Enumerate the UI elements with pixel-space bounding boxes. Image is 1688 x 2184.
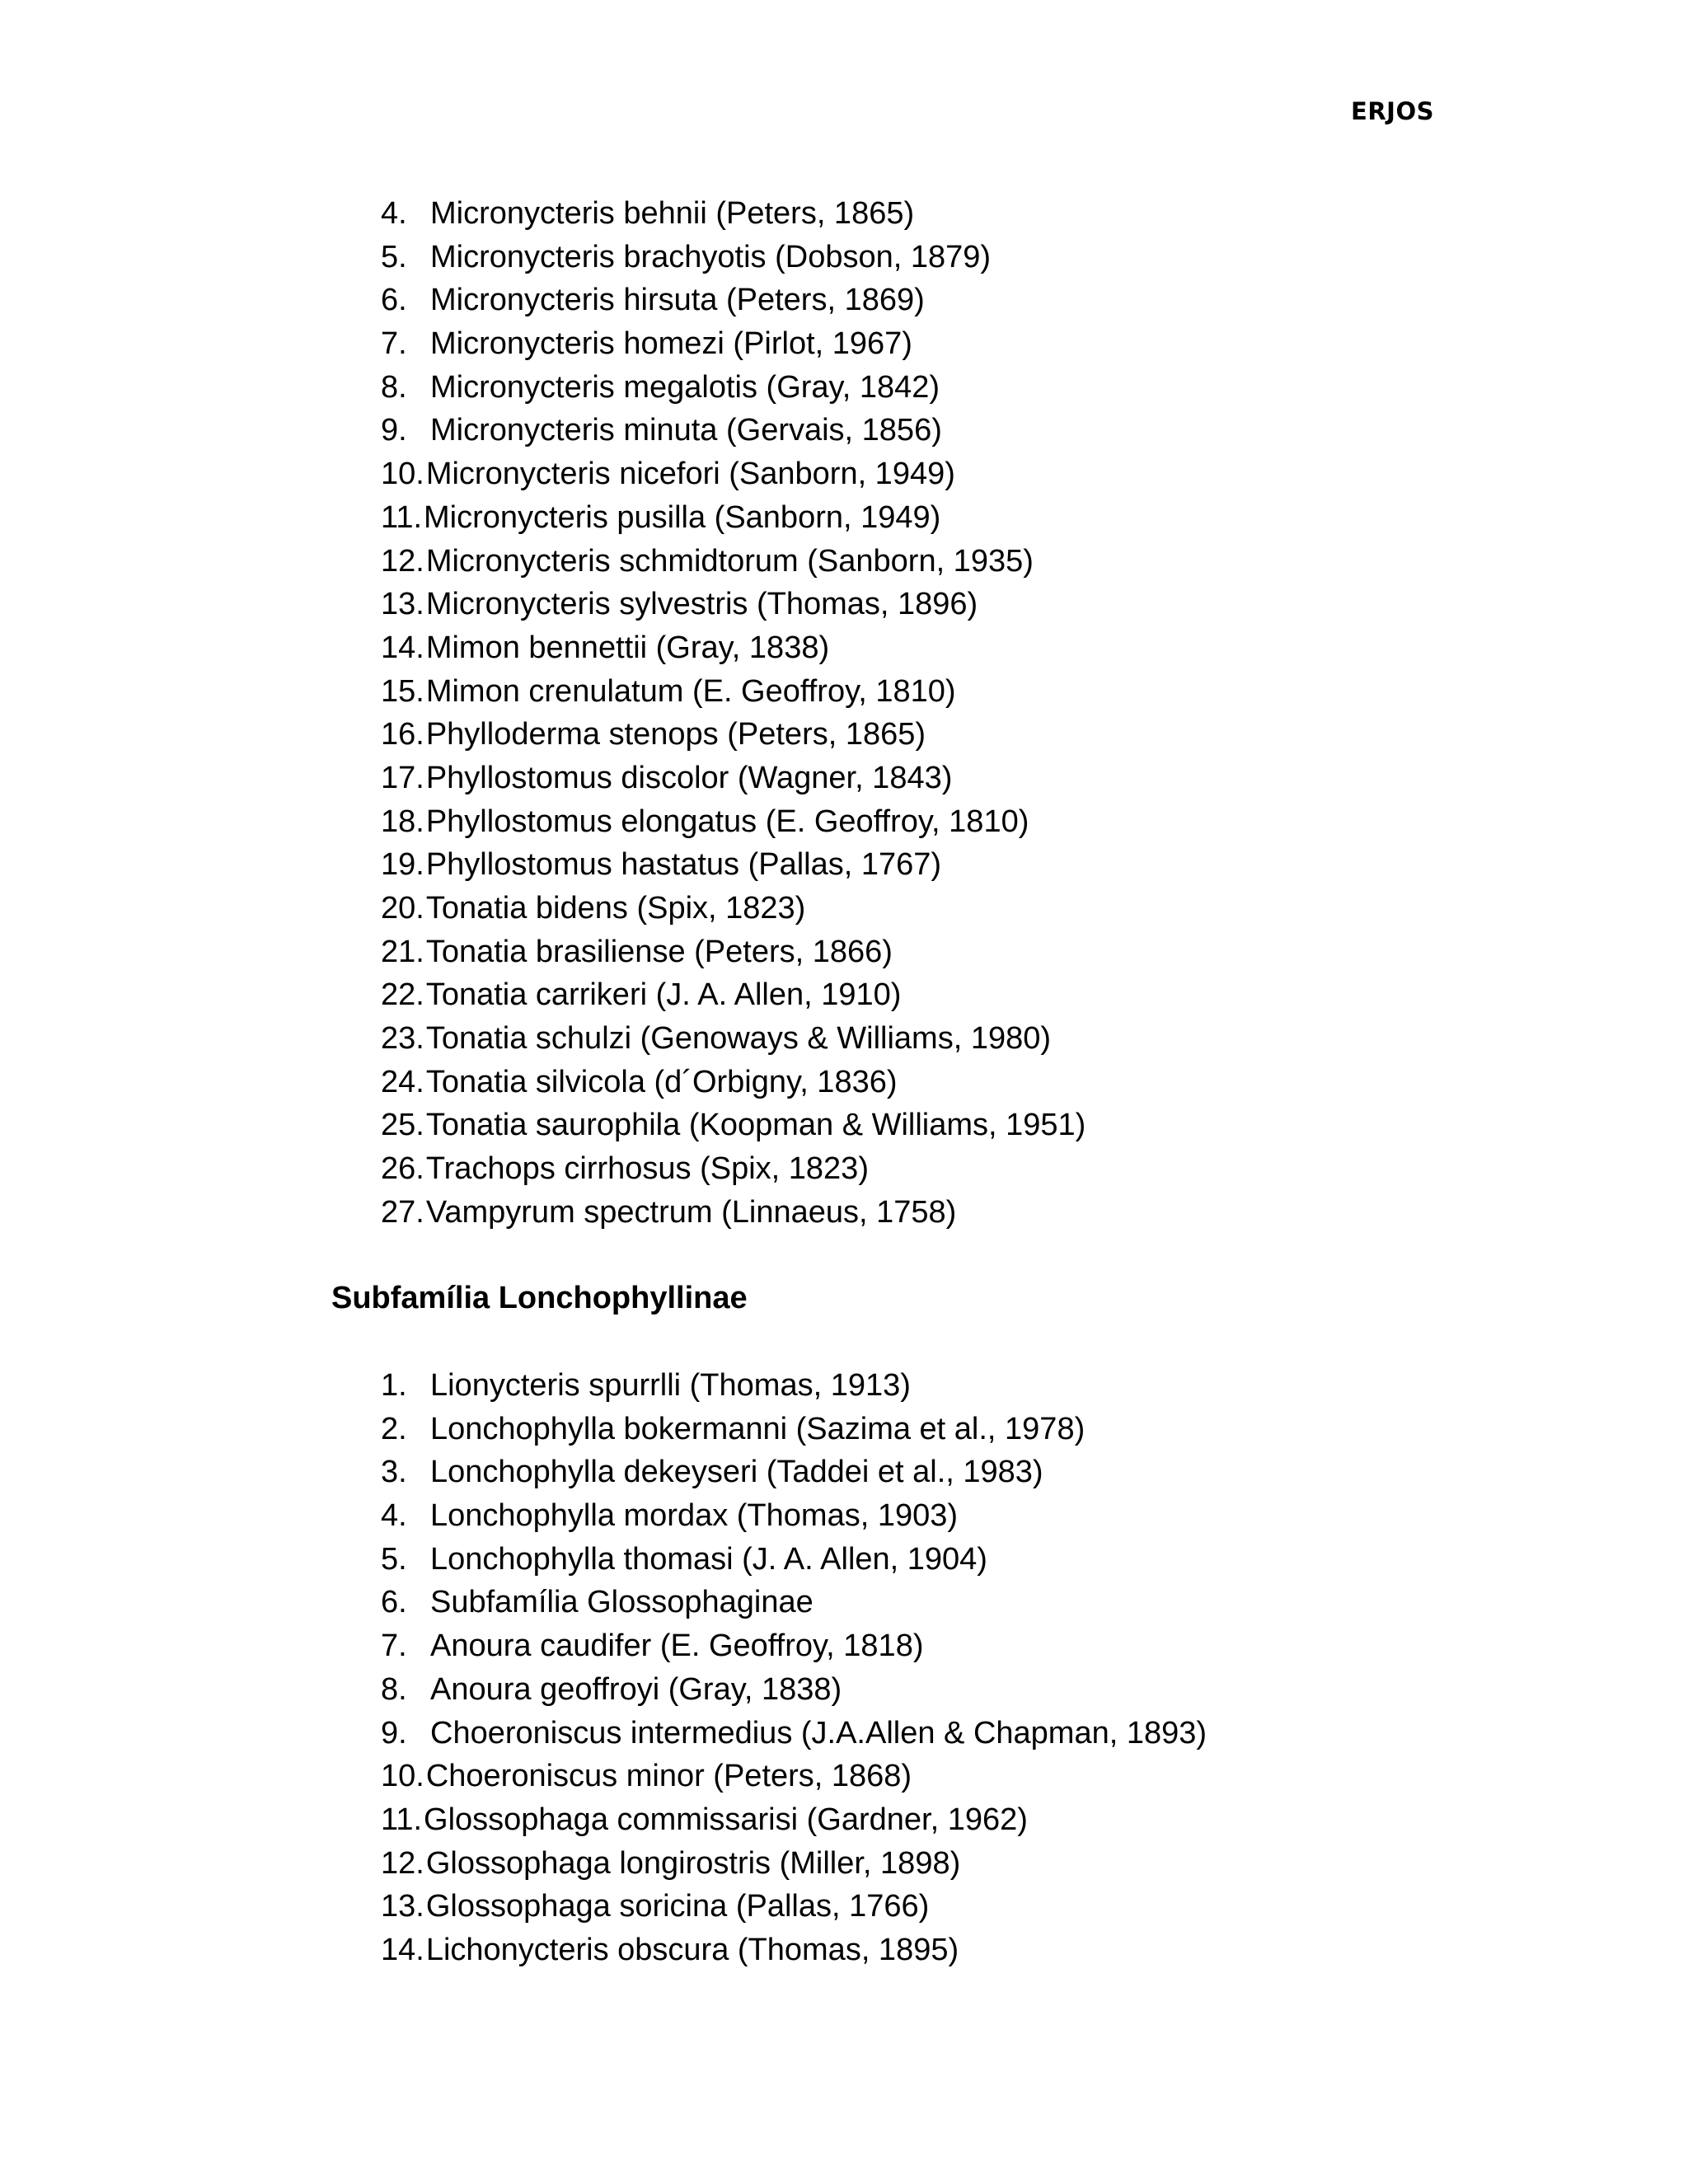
- list-item-number: 2.: [381, 1411, 407, 1446]
- list-item: [381, 1494, 1207, 1538]
- list-item-number: 13.: [381, 587, 424, 622]
- list-item-number: 23.: [381, 1021, 424, 1057]
- list-item-number: 12.: [381, 1845, 424, 1881]
- list-item-number: 11.: [381, 499, 423, 535]
- list-item-text: Glossophaga longirostris (Miller, 1898): [425, 1845, 961, 1881]
- list-item: [381, 626, 1085, 670]
- list-item-number: 4.: [381, 1498, 407, 1534]
- list-item: [381, 973, 1085, 1017]
- list-item-text: Subfamília Glossophaginae: [430, 1585, 814, 1620]
- list-item-text: Tonatia bidens (Spix, 1823): [425, 891, 806, 926]
- list-item-text: Micronycteris minuta (Gervais, 1856): [430, 413, 942, 448]
- list-item-number: 25.: [381, 1108, 424, 1143]
- list-item-number: 8.: [381, 369, 407, 405]
- list-item-number: 12.: [381, 543, 424, 579]
- list-item-number: 15.: [381, 673, 424, 709]
- list-item: [381, 496, 1085, 540]
- list-item: [381, 1191, 1085, 1235]
- list-item-number: 5.: [381, 239, 407, 274]
- list-item-text: Lionycteris spurrlli (Thomas, 1913): [430, 1368, 911, 1403]
- list-item-text: Phyllostomus elongatus (E. Geoffroy, 1810): [425, 804, 1029, 839]
- list-item-text: Lonchophylla dekeyseri (Taddei et al., 1983): [430, 1455, 1043, 1490]
- list-item-text: Tonatia silvicola (d´Orbigny, 1836): [425, 1064, 898, 1099]
- list-item-text: Micronycteris pusilla (Sanborn, 1949): [424, 499, 941, 535]
- list-item-number: 1.: [381, 1368, 407, 1403]
- list-item-text: Micronycteris nicefori (Sanborn, 1949): [425, 457, 955, 492]
- list-item-text: Mimon crenulatum (E. Geoffroy, 1810): [425, 673, 956, 709]
- list-item: [381, 1624, 1207, 1668]
- list-item: [381, 757, 1085, 800]
- list-item-text: Anoura geoffroyi (Gray, 1838): [430, 1671, 842, 1707]
- list-item-number: 19.: [381, 847, 424, 883]
- list-item-text: Micronycteris hirsuta (Peters, 1869): [430, 283, 925, 318]
- list-item-number: 10.: [381, 457, 424, 492]
- list-item: [381, 1668, 1207, 1712]
- list-item: [381, 1581, 1207, 1624]
- list-item-text: Tonatia schulzi (Genoways & Williams, 1980): [425, 1021, 1052, 1057]
- list-item-text: Tonatia carrikeri (J. A. Allen, 1910): [425, 977, 902, 1013]
- list-item-number: 5.: [381, 1541, 407, 1577]
- list-item: [381, 1408, 1207, 1451]
- list-item-number: 24.: [381, 1064, 424, 1099]
- list-item-text: Lonchophylla thomasi (J. A. Allen, 1904): [430, 1541, 987, 1577]
- list-item-text: Vampyrum spectrum (Linnaeus, 1758): [425, 1194, 957, 1230]
- list-item: [381, 366, 1085, 410]
- list-item: [381, 1885, 1207, 1929]
- list-item: [381, 192, 1085, 236]
- list-item: [381, 540, 1085, 583]
- species-list-phyllostominae: [381, 192, 1085, 1235]
- list-item: [381, 1061, 1085, 1104]
- list-item-text: Glossophaga soricina (Pallas, 1766): [425, 1889, 930, 1924]
- list-item-number: 16.: [381, 717, 424, 752]
- section-heading-lonchophyllinae: Subfamília Lonchophyllinae: [331, 1281, 748, 1315]
- list-item-number: 14.: [381, 630, 424, 665]
- list-item: [381, 930, 1085, 974]
- list-item-number: 18.: [381, 804, 424, 839]
- list-item: [381, 236, 1085, 279]
- list-item-number: 6.: [381, 1585, 407, 1620]
- list-item-text: Lonchophylla bokermanni (Sazima et al., 1978): [430, 1411, 1085, 1446]
- list-item: [381, 1798, 1207, 1842]
- list-item: [381, 887, 1085, 930]
- list-item: [381, 800, 1085, 844]
- list-item-text: Anoura caudifer (E. Geoffroy, 1818): [430, 1629, 924, 1664]
- list-item-text: Phyllostomus discolor (Wagner, 1843): [425, 760, 953, 795]
- list-item-text: Micronycteris brachyotis (Dobson, 1879): [430, 239, 992, 274]
- list-item-number: 6.: [381, 283, 407, 318]
- list-item-text: Micronycteris behnii (Peters, 1865): [430, 196, 915, 231]
- list-item-number: 13.: [381, 1889, 424, 1924]
- list-item-number: 22.: [381, 977, 424, 1013]
- list-item: [381, 1017, 1085, 1061]
- list-item: [381, 713, 1085, 757]
- list-item: [381, 322, 1085, 366]
- list-item-text: Tonatia saurophila (Koopman & Williams, 1951): [425, 1108, 1086, 1143]
- list-item-text: Choeroniscus intermedius (J.A.Allen & Chapman, 1893): [430, 1715, 1207, 1750]
- list-item-text: Choeroniscus minor (Peters, 1868): [425, 1759, 912, 1794]
- list-item-number: 3.: [381, 1455, 407, 1490]
- list-item-text: Phylloderma stenops (Peters, 1865): [425, 717, 926, 752]
- list-item-text: Glossophaga commissarisi (Gardner, 1962): [424, 1802, 1028, 1837]
- list-item-number: 21.: [381, 934, 424, 969]
- list-item-number: 20.: [381, 891, 424, 926]
- list-item-text: Micronycteris sylvestris (Thomas, 1896): [425, 587, 978, 622]
- list-item-number: 17.: [381, 760, 424, 795]
- list-item: [381, 1538, 1207, 1582]
- list-item: [381, 583, 1085, 626]
- list-item-text: Tonatia brasiliense (Peters, 1866): [425, 934, 893, 969]
- list-item-text: Micronycteris homezi (Pirlot, 1967): [430, 326, 912, 362]
- list-item: [381, 279, 1085, 322]
- list-item-text: Phyllostomus hastatus (Pallas, 1767): [425, 847, 942, 883]
- list-item-text: Micronycteris schmidtorum (Sanborn, 1935): [425, 543, 1034, 579]
- list-item: [381, 1712, 1207, 1755]
- list-item: [381, 1842, 1207, 1886]
- page-header-title: ERJOS: [1351, 97, 1434, 125]
- species-list-lonchophyllinae: [381, 1364, 1207, 1972]
- list-item: [381, 670, 1085, 714]
- list-item-number: 9.: [381, 1715, 407, 1750]
- list-item: [381, 1104, 1085, 1147]
- list-item: [381, 409, 1085, 452]
- list-item-number: 7.: [381, 326, 407, 362]
- list-item-number: 14.: [381, 1932, 424, 1967]
- list-item: [381, 1929, 1207, 1972]
- list-item-number: 27.: [381, 1194, 424, 1230]
- list-item-text: Trachops cirrhosus (Spix, 1823): [425, 1151, 869, 1187]
- list-item: [381, 452, 1085, 496]
- list-item: [381, 1451, 1207, 1494]
- list-item-text: Mimon bennettii (Gray, 1838): [425, 630, 830, 665]
- list-item: [381, 1147, 1085, 1191]
- list-item-number: 10.: [381, 1759, 424, 1794]
- list-item: [381, 1755, 1207, 1798]
- list-item: [381, 1364, 1207, 1408]
- list-item-text: Lichonycteris obscura (Thomas, 1895): [425, 1932, 959, 1967]
- list-item-number: 4.: [381, 196, 407, 231]
- list-item-number: 8.: [381, 1671, 407, 1707]
- list-item-text: Lonchophylla mordax (Thomas, 1903): [430, 1498, 959, 1534]
- list-item-number: 9.: [381, 413, 407, 448]
- list-item: [381, 843, 1085, 887]
- list-item-number: 26.: [381, 1151, 424, 1187]
- list-item-number: 7.: [381, 1629, 407, 1664]
- list-item-text: Micronycteris megalotis (Gray, 1842): [430, 369, 940, 405]
- list-item-number: 11.: [381, 1802, 423, 1837]
